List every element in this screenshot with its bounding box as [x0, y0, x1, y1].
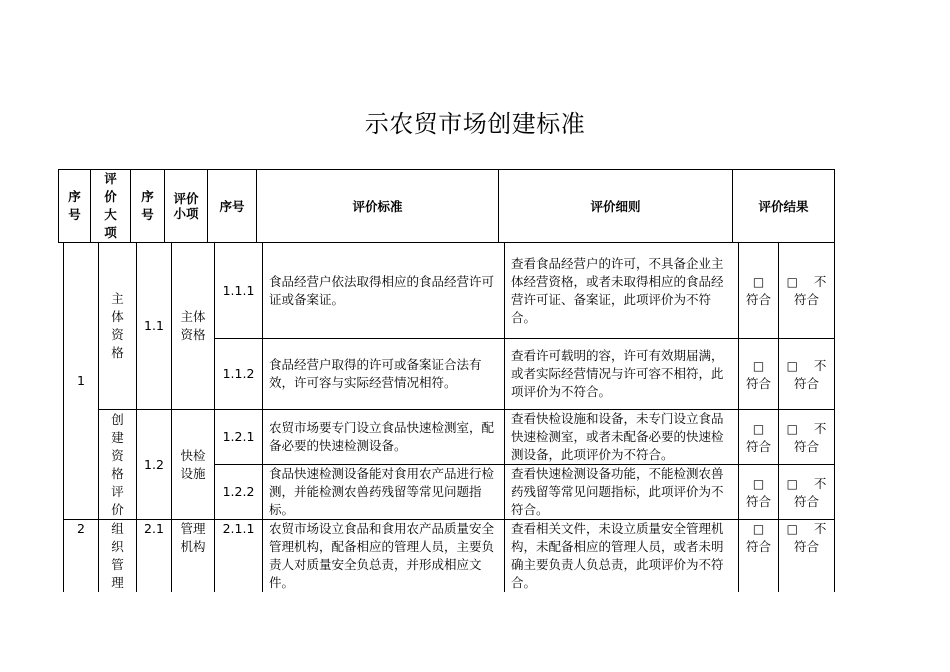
- result-pass-label: 符合: [745, 539, 771, 554]
- checkbox-icon[interactable]: □: [752, 476, 765, 491]
- subcategory-name: 主体资格: [172, 243, 215, 410]
- result-pass[interactable]: [739, 339, 779, 410]
- item-standard: 农贸市场设立食品和食用农产品质量安全管理机构，配备相应的管理人员，主要负责人对质量安全负总责，并形成相应文件。: [263, 520, 505, 593]
- item-id: 1.2.2: [215, 465, 263, 520]
- header-rules: 评价细则: [499, 170, 733, 243]
- checkbox-icon[interactable]: □: [786, 476, 798, 491]
- result-fail-label: 符合: [793, 292, 819, 307]
- item-id: 1.1.2: [215, 339, 263, 410]
- result-fail-label: 符合: [793, 375, 819, 391]
- category-name: 组织管理: [99, 520, 137, 593]
- checkbox-icon[interactable]: □: [786, 421, 798, 436]
- result-fail[interactable]: [779, 465, 835, 520]
- header-category: 评价大项: [91, 170, 131, 243]
- item-standard: 食品经营户依法取得相应的食品经营许可证或备案证。: [263, 243, 505, 339]
- result-fail[interactable]: [779, 243, 835, 339]
- table-row: [64, 410, 835, 465]
- item-standard: 食品快速检测设备能对食用农产品进行检测，并能检测农兽药残留等常见问题指标。: [263, 465, 505, 520]
- category-name: 主体资格: [99, 243, 137, 410]
- result-fail[interactable]: [779, 410, 835, 465]
- result-fail-label: 符合: [793, 539, 819, 554]
- group-seq: 2: [64, 520, 99, 593]
- header-result: 评价结果: [733, 170, 835, 243]
- item-rules: 查看快检设施和设备，未专门设立食品快速检测室，或者未配备必要的快速检测设备，此项评价为不符合。: [505, 410, 739, 465]
- item-rules: 查看许可载明的容，许可有效期届满，或者实际经营情况与许可容不相符，此项评价为不符合。: [505, 339, 739, 410]
- result-pass[interactable]: [739, 410, 779, 465]
- page-title: 示农贸市场创建标准: [364, 110, 586, 138]
- item-standard: 食品经营户取得的许可或备案证合法有效，许可容与实际经营情况相符。: [263, 339, 505, 410]
- category-seq: 2.1: [137, 520, 172, 593]
- checkbox-icon[interactable]: □: [752, 275, 765, 289]
- item-rules: 查看快速检测设备功能，不能检测农兽药残留等常见问题指标，此项评价为不符合。: [505, 465, 739, 520]
- table-row: [64, 243, 835, 339]
- subcategory-name: 快检设施: [172, 410, 215, 520]
- result-pass[interactable]: [739, 520, 779, 593]
- header-subcategory: 评价小项: [165, 170, 208, 243]
- result-fail-label: 符合: [793, 438, 819, 454]
- checkbox-icon[interactable]: □: [786, 522, 798, 536]
- item-rules: 查看食品经营户的许可，不具备企业主体经营资格，或者未取得相应的食品经营许可证、备案证，此项评价为不符合。: [505, 243, 739, 339]
- subcategory-name: 管理机构: [172, 520, 215, 593]
- result-pass-label: 符合: [745, 375, 771, 391]
- item-id: 1.1.1: [215, 243, 263, 339]
- item-id: 2.1.1: [215, 520, 263, 593]
- item-standard: 农贸市场要专门设立食品快速检测室，配备必要的快速检测设备。: [263, 410, 505, 465]
- table-row: [64, 520, 835, 593]
- checkbox-icon[interactable]: □: [786, 275, 798, 289]
- checkbox-icon[interactable]: □: [752, 421, 765, 436]
- result-fail[interactable]: [779, 520, 835, 593]
- header-seq2: 序号: [131, 170, 165, 243]
- result-fail[interactable]: [779, 339, 835, 410]
- category-seq: 1.1: [137, 243, 172, 410]
- result-fail-prefix: 不: [813, 521, 827, 536]
- category-seq: 1.2: [137, 410, 172, 520]
- result-pass-label: 符合: [745, 493, 771, 509]
- header-seq1: 序号: [59, 170, 91, 243]
- result-pass[interactable]: [739, 243, 779, 339]
- result-pass-label: 符合: [745, 438, 771, 454]
- criteria-table: [63, 242, 835, 592]
- group-seq: 1: [64, 243, 99, 520]
- checkbox-icon[interactable]: □: [786, 358, 798, 373]
- result-fail-label: 符合: [793, 493, 819, 509]
- header-table: [58, 169, 835, 243]
- result-pass-label: 符合: [745, 292, 771, 307]
- result-fail-prefix: 不: [813, 420, 827, 436]
- item-id: 1.2.1: [215, 410, 263, 465]
- category-name: 创建资格评价: [99, 410, 137, 520]
- checkbox-icon[interactable]: □: [752, 522, 765, 536]
- header-standard: 评价标准: [257, 170, 499, 243]
- result-fail-prefix: 不: [813, 475, 827, 491]
- result-fail-prefix: 不: [813, 274, 827, 289]
- result-pass[interactable]: [739, 465, 779, 520]
- header-seq3: 序号: [208, 170, 257, 243]
- checkbox-icon[interactable]: □: [752, 358, 765, 373]
- result-fail-prefix: 不: [813, 357, 827, 373]
- item-rules: 查看相关文件，未设立质量安全管理机构，未配备相应的管理人员，或者未明确主要负责人负总责，此项评价为不符合。: [505, 520, 739, 593]
